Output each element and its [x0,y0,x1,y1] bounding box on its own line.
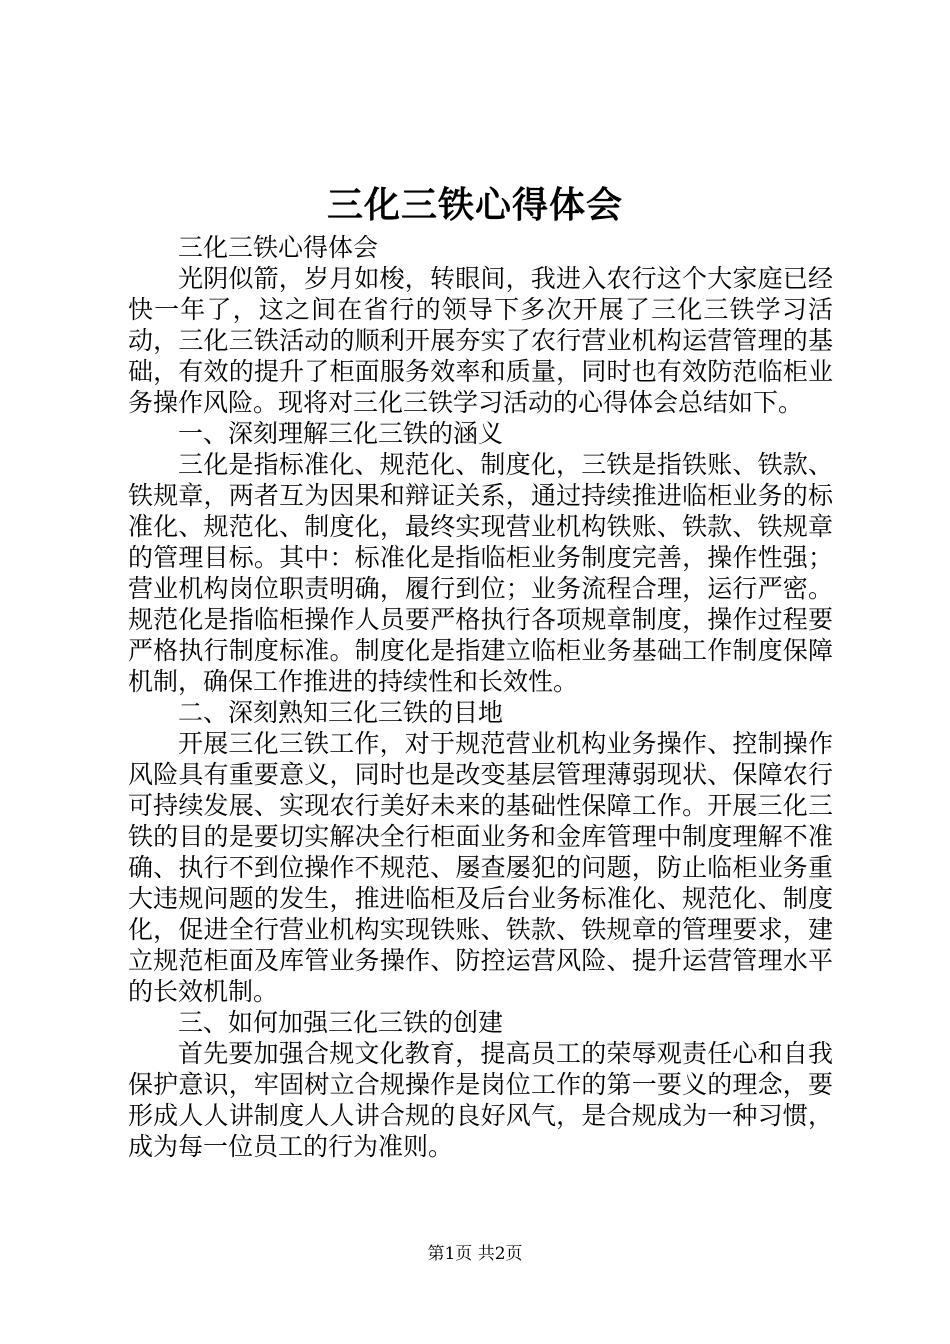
section-1-paragraph: 三化是指标准化、规范化、制度化，三铁是指铁账、铁款、铁规章，两者互为因果和辩证关系，通过持续推进临柜业务的标准化、规范化、制度化，最终实现营业机构铁账、铁款、铁规章的管理目标。其中：标准化是指临柜业务制度完善，操作性强；营业机构岗位职责明确，履行到位；业务流程合理，运行严密。规范化是指临柜操作人员要严格执行各项规章制度，操作过程要严格执行制度标准。制度化是指建立临柜业务基础工作制度保障机制，确保工作推进的持续性和长效性。 [128,450,833,696]
intro-paragraph: 光阴似箭，岁月如梭，转眼间，我进入农行这个大家庭已经快一年了，这之间在省行的领导下多次开展了三化三铁学习活动，三化三铁活动的顺利开展夯实了农行营业机构运营管理的基础，有效的提升了柜面服务效率和质量，同时也有效防范临柜业务操作风险。现将对三化三铁学习活动的心得体会总结如下。 [128,264,833,417]
section-heading-1: 一、深刻理解三化三铁的涵义 [178,419,504,448]
document-title: 三化三铁心得体会 [326,184,623,226]
section-2-paragraph: 开展三化三铁工作，对于规范营业机构业务操作、控制操作风险具有重要意义，同时也是改变基层管理薄弱现状、保障农行可持续发展、实现农行美好未来的基础性保障工作。开展三化三铁的目的是要切实解决全行柜面业务和金库管理中制度理解不准确、执行不到位操作不规范、屡查屡犯的问题，防止临柜业务重大违规问题的发生，推进临柜及后台业务标准化、规范化、制度化，促进全行营业机构实现铁账、铁款、铁规章的管理要求，建立规范柜面及库管业务操作、防控运营风险、提升运营管理水平的长效机制。 [128,729,833,1006]
subtitle-paragraph: 三化三铁心得体会 [178,233,379,262]
section-3-paragraph: 首先要加强合规文化教育，提高员工的荣辱观责任心和自我保护意识，牢固树立合规操作是岗位工作的第一要义的理念，要形成人人讲制度人人讲合规的良好风气，是合规成为一种习惯，成为每一位员工的行为准则。 [128,1039,833,1161]
document-body [128,232,833,1162]
section-heading-3: 三、如何加强三化三铁的创建 [178,1008,504,1037]
page-footer: 第1页 共2页 [427,1244,523,1264]
section-heading-2: 二、深刻熟知三化三铁的目地 [178,698,504,727]
